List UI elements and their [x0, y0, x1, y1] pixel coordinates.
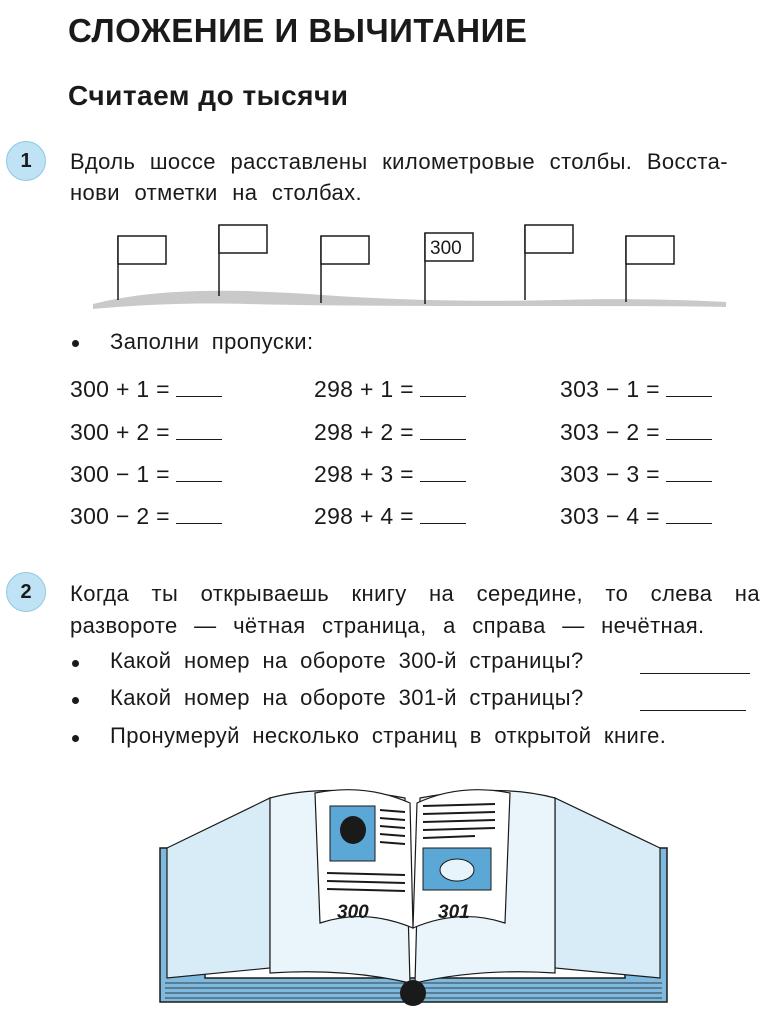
- section-subtitle: Считаем до тысячи: [68, 80, 349, 111]
- open-book-illustration: [155, 778, 675, 1018]
- answer-blank[interactable]: [176, 463, 222, 482]
- task1-text-line1: Вдоль шоссе расставлены километровые столбы. Восста-: [70, 149, 728, 174]
- answer-line[interactable]: [640, 673, 750, 674]
- answer-blank[interactable]: [420, 505, 466, 524]
- task1-text-line2: нови отметки на столбах.: [70, 180, 362, 205]
- post-3: [321, 236, 369, 303]
- bullet-icon: [72, 697, 79, 704]
- equation: 303 − 4 =: [560, 503, 712, 530]
- equation: 300 − 2 =: [70, 503, 222, 530]
- kilometer-posts-illustration: [88, 220, 728, 315]
- road-shape: [93, 291, 726, 309]
- post-label-300: 300: [430, 238, 462, 259]
- answer-blank[interactable]: [420, 421, 466, 440]
- equation: 298 + 1 =: [314, 376, 466, 403]
- question-2: Какой номер на обороте 301-й страницы?: [110, 685, 584, 710]
- equation: 298 + 4 =: [314, 503, 466, 530]
- left-page-number: 300: [337, 902, 369, 923]
- bullet-icon: [72, 660, 79, 667]
- right-page-number: 301: [438, 902, 470, 923]
- post-1: [118, 236, 166, 300]
- page-title: СЛОЖЕНИЕ И ВЫЧИТАНИЕ: [68, 12, 528, 49]
- answer-blank[interactable]: [666, 421, 712, 440]
- question-1: Какой номер на обороте 300-й страницы?: [110, 648, 584, 673]
- post-2: [219, 225, 267, 296]
- answer-blank[interactable]: [176, 421, 222, 440]
- post-6: [626, 236, 674, 302]
- task-number-badge: 2: [6, 572, 46, 612]
- bullet-icon: [72, 340, 79, 347]
- bullet-icon: [72, 735, 79, 742]
- right-page-stack: [555, 798, 660, 978]
- answer-blank[interactable]: [176, 505, 222, 524]
- equation: 303 − 1 =: [560, 376, 712, 403]
- fill-prompt: Заполни пропуски:: [110, 329, 314, 354]
- task2-text-line1: Когда ты открываешь книгу на середине, то слева на: [70, 581, 760, 606]
- task-number-badge: 1: [6, 141, 46, 181]
- answer-blank[interactable]: [420, 463, 466, 482]
- equation: 303 − 3 =: [560, 461, 712, 488]
- answer-blank[interactable]: [420, 378, 466, 397]
- equation: 300 + 2 =: [70, 419, 222, 446]
- answer-blank[interactable]: [176, 378, 222, 397]
- question-3: Пронумеруй несколько страниц в открытой книге.: [110, 723, 667, 748]
- answer-blank[interactable]: [666, 463, 712, 482]
- answer-line[interactable]: [640, 710, 746, 711]
- post-5: [525, 225, 573, 300]
- answer-blank[interactable]: [666, 505, 712, 524]
- equation: 298 + 3 =: [314, 461, 466, 488]
- equation: 300 − 1 =: [70, 461, 222, 488]
- left-page-stack: [167, 798, 270, 978]
- equation: 303 − 2 =: [560, 419, 712, 446]
- equation: 298 + 2 =: [314, 419, 466, 446]
- book-spine: [400, 980, 426, 1006]
- task2-text: [70, 578, 760, 642]
- answer-blank[interactable]: [666, 378, 712, 397]
- task1-text: [70, 146, 750, 208]
- equation: 300 + 1 =: [70, 376, 222, 403]
- task2-text-line2: развороте — чётная страница, а справа — нечётная.: [70, 613, 705, 638]
